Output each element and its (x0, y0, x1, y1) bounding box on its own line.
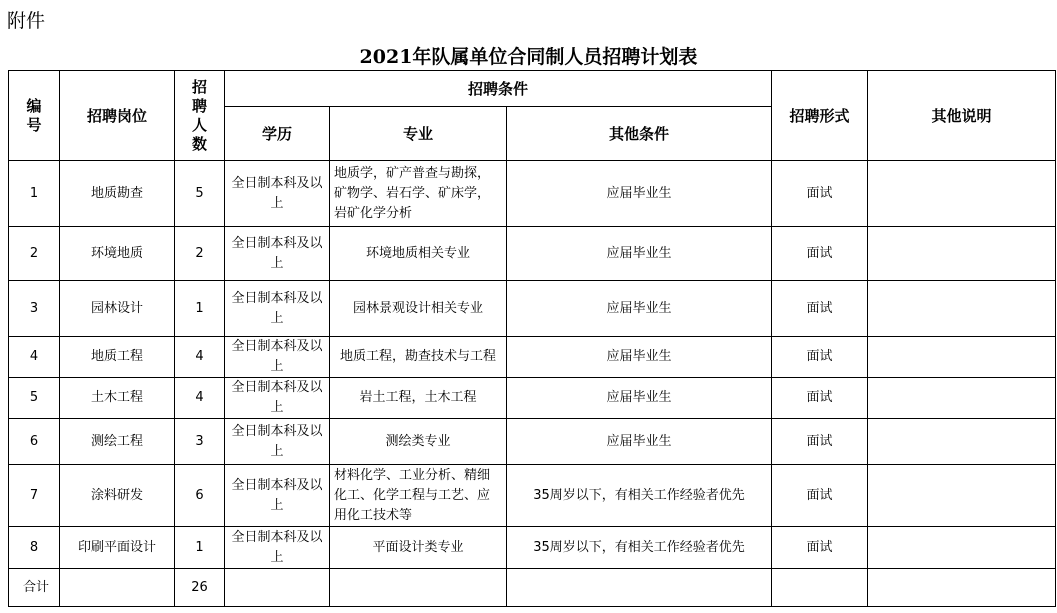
table-row (9, 281, 1056, 337)
page-title: 2021年队属单位合同制人员招聘计划表 (359, 46, 698, 68)
cell-count: 2 (175, 227, 225, 281)
table-row (9, 527, 1056, 569)
cell-other: 应届毕业生 (507, 419, 772, 465)
cell-empty (507, 569, 772, 607)
cell-form: 面试 (772, 465, 868, 527)
cell-position: 测绘工程 (60, 419, 175, 465)
cell-no: 5 (9, 378, 60, 419)
cell-position: 涂料研发 (60, 465, 175, 527)
cell-other: 应届毕业生 (507, 161, 772, 227)
cell-education: 全日制本科及以上 (225, 227, 330, 281)
cell-notes (868, 465, 1056, 527)
header-count: 招聘人数 (175, 71, 225, 161)
header-form: 招聘形式 (772, 71, 868, 161)
cell-other: 35周岁以下，有相关工作经验者优先 (507, 527, 772, 569)
cell-major: 环境地质相关专业 (330, 227, 507, 281)
header-no: 编号 (9, 71, 60, 161)
cell-form: 面试 (772, 161, 868, 227)
total-label: 合计 (9, 569, 60, 607)
cell-major: 平面设计类专业 (330, 527, 507, 569)
header-other-conditions: 其他条件 (507, 107, 772, 161)
cell-count: 4 (175, 337, 225, 378)
cell-position: 园林设计 (60, 281, 175, 337)
cell-position: 土木工程 (60, 378, 175, 419)
cell-education: 全日制本科及以上 (225, 527, 330, 569)
cell-notes (868, 227, 1056, 281)
cell-no: 6 (9, 419, 60, 465)
cell-other: 应届毕业生 (507, 227, 772, 281)
cell-form: 面试 (772, 527, 868, 569)
cell-count: 3 (175, 419, 225, 465)
cell-count: 1 (175, 281, 225, 337)
header-major: 专业 (330, 107, 507, 161)
recruitment-plan-table (8, 70, 1056, 607)
cell-position: 环境地质 (60, 227, 175, 281)
total-count: 26 (175, 569, 225, 607)
header-conditions: 招聘条件 (225, 71, 772, 107)
cell-notes (868, 337, 1056, 378)
cell-empty (772, 569, 868, 607)
cell-education: 全日制本科及以上 (225, 161, 330, 227)
cell-no: 2 (9, 227, 60, 281)
cell-notes (868, 527, 1056, 569)
cell-other: 应届毕业生 (507, 378, 772, 419)
cell-count: 1 (175, 527, 225, 569)
table-row (9, 337, 1056, 378)
cell-notes (868, 161, 1056, 227)
cell-form: 面试 (772, 227, 868, 281)
cell-education: 全日制本科及以上 (225, 465, 330, 527)
cell-notes (868, 281, 1056, 337)
cell-major: 地质学，矿产普查与勘探，矿物学、岩石学、矿床学，岩矿化学分析 (330, 161, 507, 227)
cell-no: 8 (9, 527, 60, 569)
cell-major: 岩土工程，土木工程 (330, 378, 507, 419)
header-notes: 其他说明 (868, 71, 1056, 161)
header-position: 招聘岗位 (60, 71, 175, 161)
attachment-label: 附件 (7, 10, 46, 32)
cell-major: 测绘类专业 (330, 419, 507, 465)
table-row (9, 161, 1056, 227)
cell-form: 面试 (772, 337, 868, 378)
cell-count: 6 (175, 465, 225, 527)
cell-other: 应届毕业生 (507, 337, 772, 378)
table-row (9, 419, 1056, 465)
cell-notes (868, 419, 1056, 465)
total-row (9, 569, 1056, 607)
cell-notes (868, 378, 1056, 419)
cell-empty (330, 569, 507, 607)
cell-form: 面试 (772, 378, 868, 419)
cell-empty (60, 569, 175, 607)
cell-education: 全日制本科及以上 (225, 337, 330, 378)
cell-no: 3 (9, 281, 60, 337)
header-education: 学历 (225, 107, 330, 161)
cell-major: 地质工程，勘查技术与工程 (330, 337, 507, 378)
cell-major: 园林景观设计相关专业 (330, 281, 507, 337)
cell-major: 材料化学、工业分析、精细化工、化学工程与工艺、应用化工技术等 (330, 465, 507, 527)
table-row (9, 378, 1056, 419)
table-row (9, 465, 1056, 527)
table-row (9, 227, 1056, 281)
cell-form: 面试 (772, 281, 868, 337)
header-row-top (9, 71, 1056, 107)
cell-other: 35周岁以下，有相关工作经验者优先 (507, 465, 772, 527)
cell-education: 全日制本科及以上 (225, 281, 330, 337)
cell-education: 全日制本科及以上 (225, 378, 330, 419)
cell-count: 4 (175, 378, 225, 419)
cell-position: 印刷平面设计 (60, 527, 175, 569)
cell-count: 5 (175, 161, 225, 227)
cell-other: 应届毕业生 (507, 281, 772, 337)
cell-position: 地质工程 (60, 337, 175, 378)
cell-form: 面试 (772, 419, 868, 465)
cell-education: 全日制本科及以上 (225, 419, 330, 465)
cell-no: 4 (9, 337, 60, 378)
cell-empty (868, 569, 1056, 607)
cell-empty (225, 569, 330, 607)
cell-no: 1 (9, 161, 60, 227)
cell-no: 7 (9, 465, 60, 527)
cell-position: 地质勘查 (60, 161, 175, 227)
